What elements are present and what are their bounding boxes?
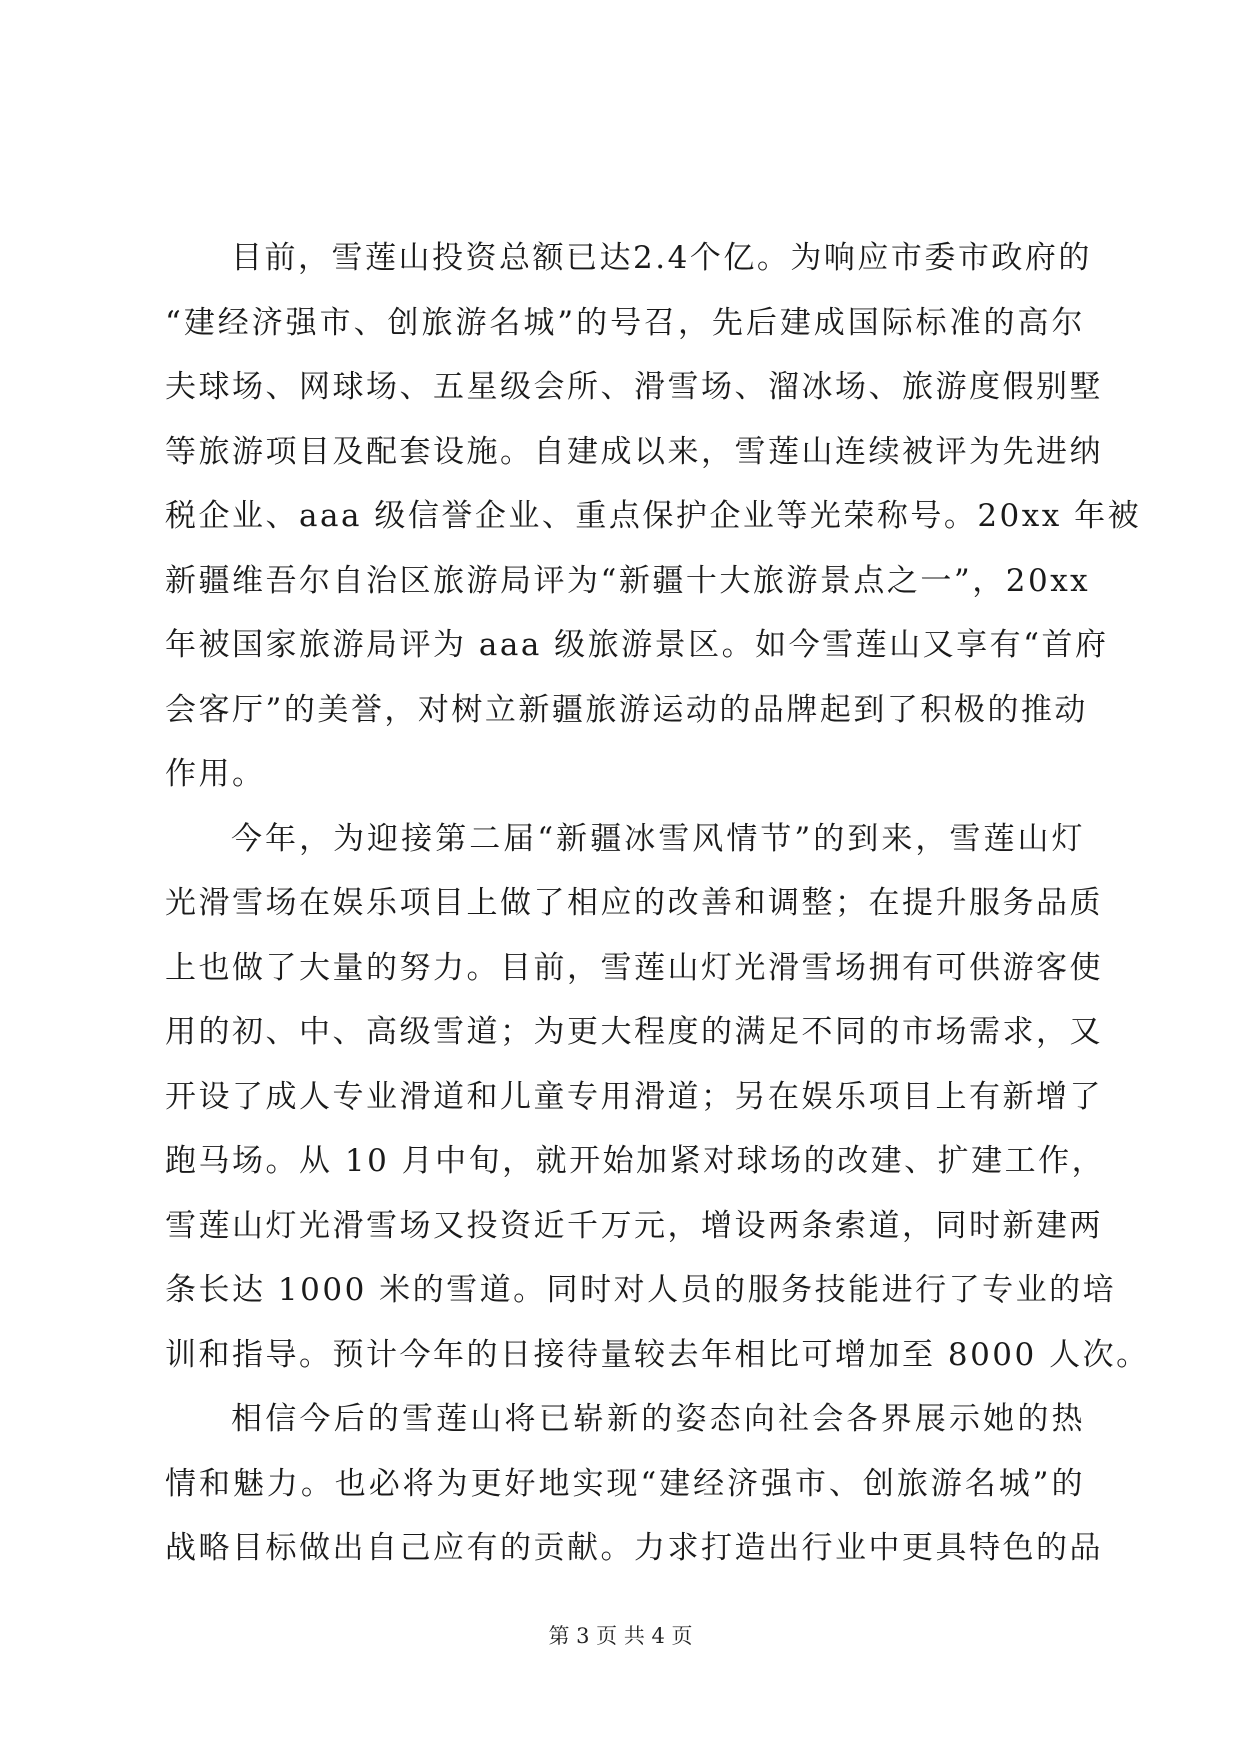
text-line: 开 设 了 成 人 专 业 滑 道 和 儿 童 专 用 滑 道 ； 另 在 娱 乐 项 目 上 有 新 增 了 bbox=[165, 1078, 1103, 1115]
text-line: 雪 莲 山 灯 光 滑 雪 场 又 投 资 近 千 万 元 ， 增 设 两 条 索 道 ， 同 时 新 建 两 bbox=[165, 1207, 1103, 1244]
text-line: 跑马场。从 10 月中旬，就开始加紧对球场的改建、扩建工作， bbox=[165, 1143, 1106, 1179]
page-number-footer: 第 3 页 共 4 页 bbox=[548, 1624, 693, 1648]
text-line: 税 企 业 、 a a a 级 信 誉 企 业 、 重 点 保 护 企 业 等 光 荣 称 号 。 2 0 x x 年 被 bbox=[165, 498, 1142, 534]
text-line: 年 被 国 家 旅 游 局 评 为 a a a 级 旅 游 景 区 。 如 今 雪 莲 山 又 享 有 “ 首 府 bbox=[165, 627, 1109, 663]
text-line: 条 长 达 1 0 0 0 米 的 雪 道 。 同 时 对 人 员 的 服 务 技 能 进 行 了 专 业 的 培 bbox=[165, 1272, 1117, 1308]
text-line: 光 滑 雪 场 在 娱 乐 项 目 上 做 了 相 应 的 改 善 和 调 整 ； 在 提 升 服 务 品 质 bbox=[165, 885, 1103, 921]
document-body bbox=[165, 226, 1150, 1581]
text-line: 上 也 做 了 大 量 的 努 力 。 目 前 ， 雪 莲 山 灯 光 滑 雪 场 拥 有 可 供 游 客 使 bbox=[165, 949, 1103, 986]
text-line: 战 略 目 标 做 出 自 己 应 有 的 贡 献 。 力 求 打 造 出 行 业 中 更 具 特 色 的 品 bbox=[165, 1530, 1103, 1566]
text-line: 今 年 ， 为 迎 接 第 二 届 “ 新 疆 冰 雪 风 情 节 ” 的 到 来 ， 雪 莲 山 灯 bbox=[231, 820, 1085, 857]
paragraph-2 bbox=[165, 807, 1150, 1388]
text-line: 情 和 魅 力 。 也 必 将 为 更 好 地 实 现 “ 建 经 济 强 市 、 创 旅 游 名 城 ” 的 bbox=[165, 1465, 1085, 1502]
text-line: 会 客 厅 ” 的 美 誉 ， 对 树 立 新 疆 旅 游 运 动 的 品 牌 起 到 了 积 极 的 推 动 bbox=[165, 691, 1088, 728]
text-line: “ 建 经 济 强 市 、 创 旅 游 名 城 ” 的 号 召 ， 先 后 建 成 国 际 标 准 的 高 尔 bbox=[165, 304, 1085, 341]
text-line: 相 信 今 后 的 雪 莲 山 将 已 崭 新 的 姿 态 向 社 会 各 界 展 示 她 的 热 bbox=[231, 1401, 1085, 1437]
paragraph-1 bbox=[165, 226, 1142, 807]
text-line: 新 疆 维 吾 尔 自 治 区 旅 游 局 评 为 “ 新 疆 十 大 旅 游 景 点 之 一 ” ， 2 0 x x bbox=[165, 562, 1091, 599]
text-line: 作用。 bbox=[165, 756, 266, 792]
paragraph-3 bbox=[165, 1387, 1103, 1581]
text-line: 训和指导。预计今年的日接待量较去年相比可增加至 8000 人次。 bbox=[165, 1336, 1150, 1373]
text-line: 目 前 ， 雪 莲 山 投 资 总 额 已 达 2 . 4 个 亿 。 为 响 应 市 委 市 政 府 的 bbox=[231, 240, 1092, 276]
text-line: 等 旅 游 项 目 及 配 套 设 施 。 自 建 成 以 来 ， 雪 莲 山 连 续 被 评 为 先 进 纳 bbox=[165, 433, 1103, 470]
text-line: 用 的 初 、 中 、 高 级 雪 道 ； 为 更 大 程 度 的 满 足 不 同 的 市 场 需 求 ， 又 bbox=[165, 1014, 1103, 1050]
text-line: 夫 球 场 、 网 球 场 、 五 星 级 会 所 、 滑 雪 场 、 溜 冰 场 、 旅 游 度 假 别 墅 bbox=[165, 369, 1103, 405]
